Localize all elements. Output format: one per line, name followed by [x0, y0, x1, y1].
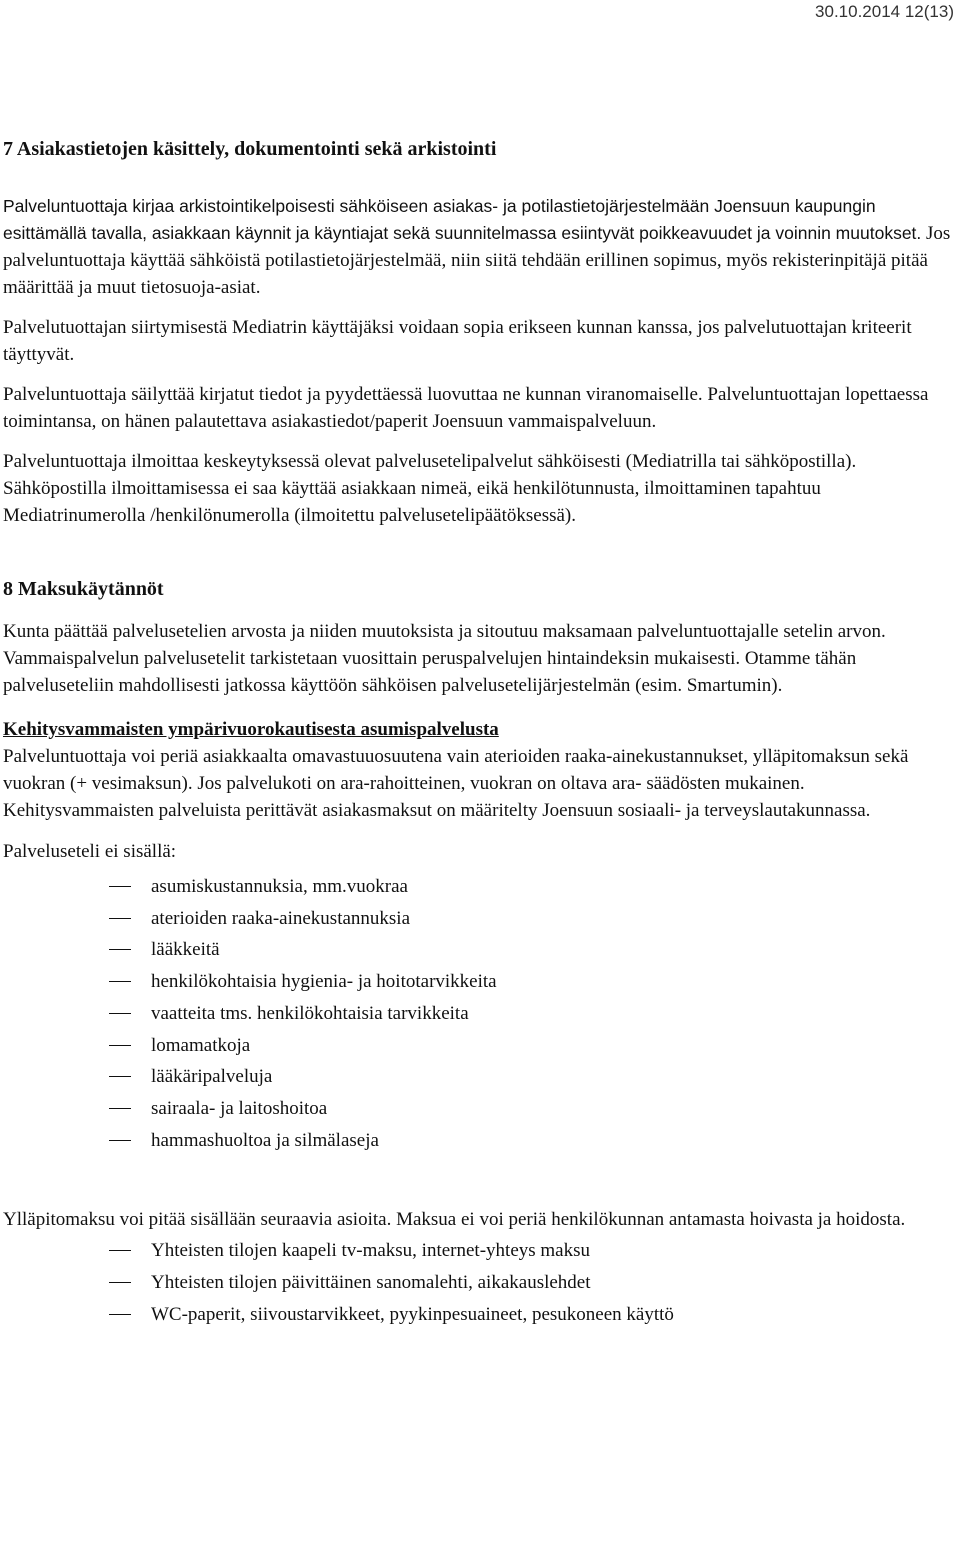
list-item: lääkkeitä [3, 934, 955, 966]
list-2 [3, 1235, 955, 1330]
section-8-title: 8 Maksukäytännöt [3, 578, 164, 600]
list-item: aterioiden raaka-ainekustannuksia [3, 903, 955, 935]
section-7-paragraph-1-serif: Jos palveluntuottaja käyttää sähköistä potilastietojärjestelmää, niin siitä tehdään erillinen sopimus, myös rekisterinpitäjä pitää määrittää ja muut tietosuoja-asiat. [3, 223, 951, 298]
list-1-intro: Palveluseteli ei sisällä: [3, 841, 177, 862]
kehitys-paragraph-1: Palveluntuottaja voi periä asiakkaalta omavastuuosuutena vain aterioiden raaka-ainekustannukset, ylläpitomaksun sekä vuokran (+ vesimaksun). Jos palvelukoti on ara-rahoitteinen, vuokran on oltava ara- säädösten mukainen. Kehitysvammaisten palveluista perittävät asiakasmaksut on määritelty Joensuun sosiaali- ja terveyslautakunnassa. [3, 746, 909, 821]
section-7-paragraph-3: Palveluntuottaja säilyttää kirjatut tiedot ja pyydettäessä luovuttaa ne kunnan viranomaiselle. Palveluntuottajan lopettaessa toimintansa, on hänen palautettava asiakastiedot/paperit Joensuun vammaispalveluun. [3, 384, 929, 432]
list-item: Yhteisten tilojen kaapeli tv-maksu, internet-yhteys maksu [3, 1235, 955, 1267]
section-7-paragraph-1-sans: Palveluntuottaja kirjaa arkistointikelpoisesti sähköiseen asiakas- ja potilastietojärjestelmään Joensuun kaupungin esittämällä tavalla, asiakkaan käynnit ja käyntiajat sekä suunnitelmassa esiintyvät poikkeavuudet ja voinnin muutokset. [3, 196, 922, 243]
section-7-paragraph-2: Palvelutuottajan siirtymisestä Mediatrin käyttäjäksi voidaan sopia erikseen kunnan kanssa, jos palvelutuottajan kriteerit täyttyvät. [3, 317, 912, 365]
list-item: henkilökohtaisia hygienia- ja hoitotarvikkeita [3, 966, 955, 998]
document-content [3, 134, 955, 1330]
list-item: lääkäripalveluja [3, 1061, 955, 1093]
section-7-paragraph-1 [3, 193, 955, 301]
list-item: lomamatkoja [3, 1030, 955, 1062]
list-item: vaatteita tms. henkilökohtaisia tarvikkeita [3, 998, 955, 1030]
list-item: asumiskustannuksia, mm.vuokraa [3, 871, 955, 903]
kehitys-section-title: Kehitysvammaisten ympärivuorokautisesta asumispalvelusta [3, 719, 499, 740]
list-item: sairaala- ja laitoshoitoa [3, 1093, 955, 1125]
section-7-title: 7 Asiakastietojen käsittely, dokumentointi sekä arkistointi [3, 138, 497, 160]
list-item: hammashuoltoa ja silmälaseja [3, 1125, 955, 1157]
section-7-paragraph-4: Palveluntuottaja ilmoittaa keskeytyksessä olevat palvelusetelipalvelut sähköisesti (Mediatrilla tai sähköpostilla). Sähköpostilla ilmoittamisessa ei saa käyttää asiakkaan nimeä, eikä henkilötunnusta, ilmoittaminen tapahtuu Mediatrinumerolla /henkilönumerolla (ilmoitettu palvelusetelipäätöksessä). [3, 451, 857, 526]
section-8-paragraph-1: Kunta päättää palvelusetelien arvosta ja niiden muutoksista ja sitoutuu maksamaan palveluntuottajalle setelin arvon. Vammaispalvelun palvelusetelit tarkistetaan vuosittain peruspalvelujen hintaindeksin mukaisesti. Otamme tähän palveluseteliin mahdollisesti jatkossa käyttöön sähköisen palvelusetelijärjestelmän (esim. Smartumin). [3, 621, 886, 696]
list-item: WC-paperit, siivoustarvikkeet, pyykinpesuaineet, pesukoneen käyttö [3, 1299, 955, 1331]
page-header: 30.10.2014 12(13) [815, 2, 954, 21]
yllapito-paragraph: Ylläpitomaksu voi pitää sisällään seuraavia asioita. Maksua ei voi periä henkilökunnan antamasta hoivasta ja hoidosta. [3, 1209, 906, 1231]
list-item: Yhteisten tilojen päivittäinen sanomalehti, aikakauslehdet [3, 1267, 955, 1299]
list-1 [3, 871, 955, 1156]
